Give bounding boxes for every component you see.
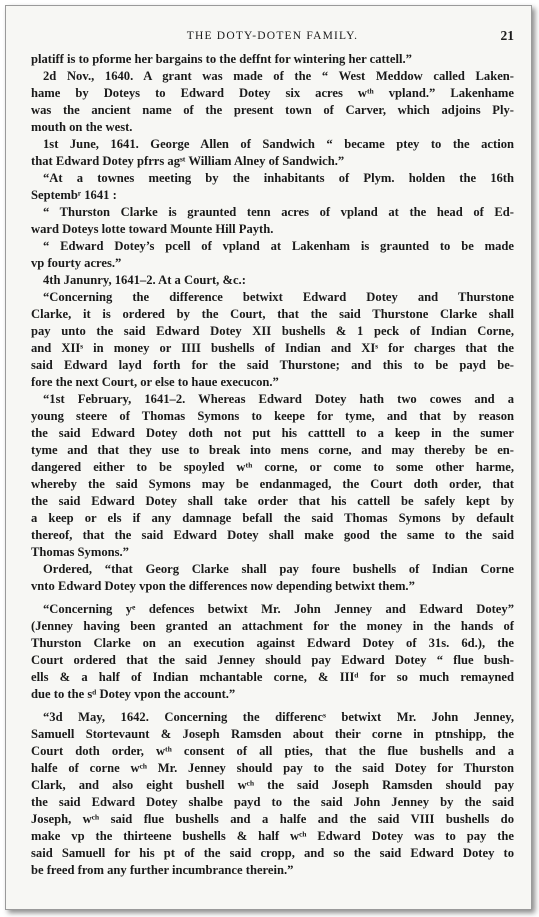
page-header	[31, 27, 514, 51]
text-line: Clark, and also eight bushell wᶜʰ the said Joseph Ramsden should pay	[31, 778, 514, 792]
page-body	[31, 51, 514, 879]
text-line: Joseph, wᶜʰ said flue bushells and a halfe and the said VIII bushells do	[31, 812, 514, 826]
text-line: Septembʳ 1641 :	[31, 188, 117, 202]
text-line: and XIIˢ in money or IIII bushells of Indian and XIˢ for charges that the	[31, 341, 514, 355]
text-line: “1st February, 1641–2. Whereas Edward Dotey hath two cowes and a	[43, 392, 514, 406]
text-line: Thurston Clarke on an execution against Edward Dotey of 31s. 6d.), the	[31, 636, 514, 650]
text-line: thereof, that the said Edward Dotey shall make good the same to the said	[31, 528, 514, 542]
paragraph	[31, 561, 514, 595]
text-line: the said Edward Dotey shalbe payd to the said John Jenney by the said	[31, 795, 514, 809]
text-line: whereby the said Symons may be endanmaged, the Court doth order, that	[31, 477, 514, 491]
text-line: was the ancient name of the present town of Carver, which adjoins Ply-	[31, 103, 514, 117]
text-line: 4th Janunry, 1641–2. At a Court, &c.:	[43, 273, 246, 287]
text-line: “ Thurston Clarke is graunted tenn acres of vpland at the head of Ed-	[43, 205, 514, 219]
text-line: 2d Nov., 1640. A grant was made of the “ West Meddow called Laken-	[43, 69, 514, 83]
text-line: “At a townes meeting by the inhabitants of Plym. holden the 16th	[43, 171, 514, 185]
text-line: 1st June, 1641. George Allen of Sandwich “ became ptey to the action	[43, 137, 514, 151]
text-line: “Concerning yᵉ defences betwixt Mr. John Jenney and Edward Dotey”	[43, 602, 514, 616]
paragraph	[31, 391, 514, 561]
book-page	[31, 27, 514, 879]
text-line: that Edward Dotey pfrrs agˢᵗ William Alney of Sandwich.”	[31, 154, 345, 168]
paragraph	[31, 204, 514, 238]
text-line: vnto Edward Dotey vpon the differences now depending betwixt them.”	[31, 579, 415, 593]
text-line: Court ordered that the said Jenney should pay Edward Dotey “ flue bush-	[31, 653, 514, 667]
text-line: be freed from any further incumbrance therein.”	[31, 863, 294, 877]
text-line: Thomas Symons.”	[31, 545, 129, 559]
text-line: tyme and that they use to break into mens corne, and may thereby be en-	[31, 443, 514, 457]
text-line: “3d May, 1642. Concerning the differencˢ betwixt Mr. John Jenney,	[43, 710, 514, 724]
paragraph	[31, 709, 514, 879]
text-line: Court doth order, wᵗʰ consent of all pties, that the flue bushells and a	[31, 744, 514, 758]
text-line: make vp the thirteene bushells & half wᶜʰ Edward Dotey was to pay the	[31, 829, 514, 843]
text-line: fore the next Court, or else to haue execucon.”	[31, 375, 279, 389]
page-number: 21	[500, 28, 514, 43]
text-line: “ Edward Dotey’s pcell of vpland at Lakenham is graunted to be made	[43, 239, 514, 253]
text-line: said Edward layd forth for the said Thurstone; and this to be payd be-	[31, 358, 514, 372]
text-line: a keep or els if any damnage befall the said Thomas Symons by default	[31, 511, 514, 525]
running-title: THE DOTY-DOTEN FAMILY.	[186, 30, 359, 42]
text-line: young steere of Thomas Symons to keepe for tyme, and that by reason	[31, 409, 514, 423]
text-line: Clarke, it is ordered by the Court, that the said Thurstone Clarke shall	[31, 307, 514, 321]
paragraph	[31, 68, 514, 136]
text-line: the said Edward Dotey doth not put his catttell to a keep in the sumer	[31, 426, 514, 440]
paragraph	[31, 238, 514, 272]
text-line: pay unto the said Edward Dotey XII bushells & 1 peck of Indian Corne,	[31, 324, 514, 338]
text-line: dangered either to be spoyled wᵗʰ corne, or come to some other harme,	[31, 460, 514, 474]
paragraph	[31, 51, 514, 68]
text-line: ells & a half of Indian mchantable corne, & IIIᵈ for so much remayned	[31, 670, 514, 684]
text-line: hame by Doteys to Edward Dotey six acres wᵗʰ vpland.” Lakenhame	[31, 86, 514, 100]
paragraph	[31, 136, 514, 170]
paragraph	[31, 289, 514, 391]
text-line: “Concerning the difference betwixt Edward Dotey and Thurstone	[43, 290, 514, 304]
scanned-page-frame	[5, 5, 532, 910]
paragraph	[31, 170, 514, 204]
paragraph	[31, 601, 514, 703]
text-line: halfe of corne wᶜʰ Mr. Jenney should pay to the said Dotey for Thurston	[31, 761, 514, 775]
text-line: vp fourty acres.”	[31, 256, 122, 270]
text-line: (Jenney having been granted an attachment for the money in the hands of	[31, 619, 514, 633]
text-line: the said Edward Dotey shall take order that his cattell be safely kept by	[31, 494, 514, 508]
text-line: Ordered, “that Georg Clarke shall pay foure bushells of Indian Corne	[43, 562, 514, 576]
text-line: Samuell Stortevaunt & Joseph Ramsden about their corne in ptnshipp, the	[31, 727, 514, 741]
text-line: due to the sᵈ Dotey vpon the account.”	[31, 687, 236, 701]
text-line: ward Doteys lotte toward Mounte Hill Payth.	[31, 222, 274, 236]
text-line: said Samuell for his pt of the said cropp, and so the said Edward Dotey to	[31, 846, 514, 860]
paragraph	[31, 272, 514, 289]
text-line: platiff is to pforme her bargains to the deffnt for wintering her cattell.”	[31, 52, 412, 66]
text-line: mouth on the west.	[31, 120, 133, 134]
